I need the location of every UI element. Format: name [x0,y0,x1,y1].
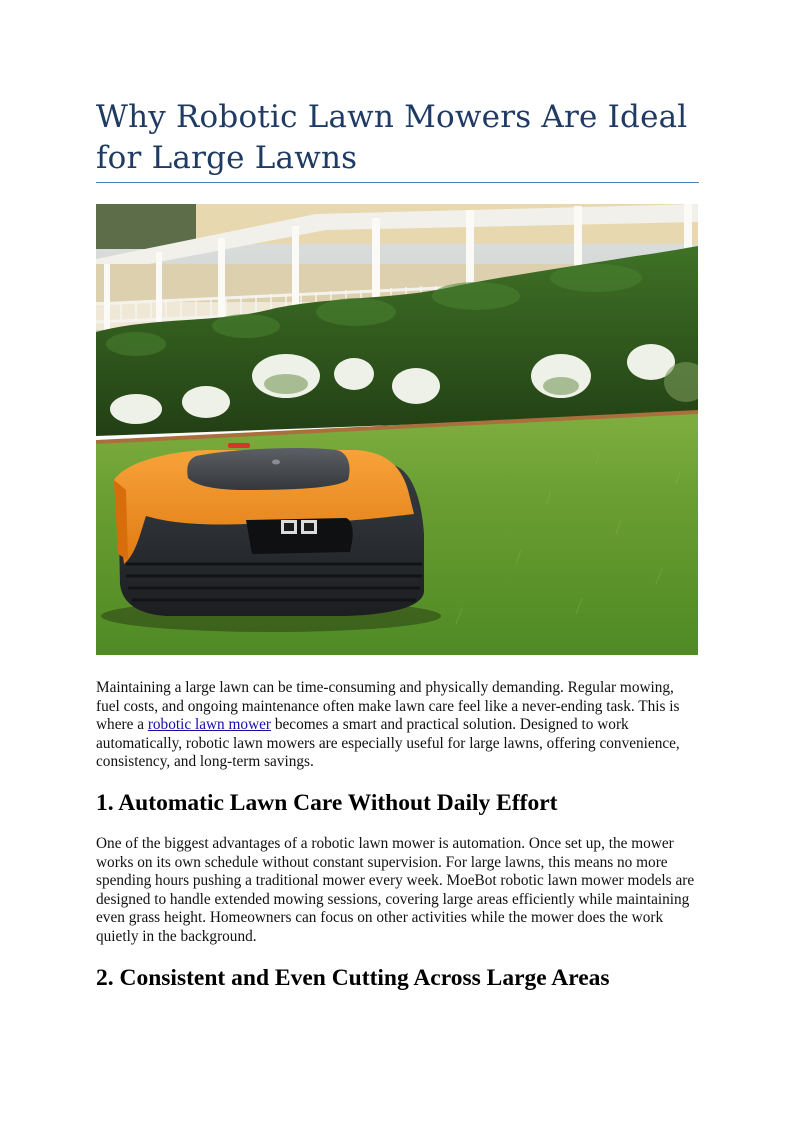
intro-paragraph [96,679,699,772]
section-heading-consistent-cutting: 2. Consistent and Even Cutting Across Large Areas [96,965,610,991]
section-heading-automatic-lawn-care: 1. Automatic Lawn Care Without Daily Effort [96,790,558,816]
intro-text-after-link: becomes a smart and practical solution. Designed to work automatically, robotic lawn mowers are especially useful for large lawns, offering convenience, consistency, and long-term savings. [96,716,680,771]
hero-image-robotic-mower [96,204,698,655]
section-paragraph-automation: One of the biggest advantages of a robotic lawn mower is automation. Once set up, the mower works on its own schedule without constant supervision. For large lawns, this means no more spending hours pushing a traditional mower every week. MoeBot robotic lawn mower models are designed to handle extended mowing sessions, covering large areas efficiently while maintaining even grass height. Homeowners can focus on other activities while the mower does the work quietly in the background. [96,835,695,945]
intro-text-before-link: Maintaining a large lawn can be time-consuming and physically demanding. Regular mowing, fuel costs, and ongoing maintenance often make lawn care feel like a never-ending task. This is where a [96,679,680,734]
title-underline-divider [96,182,699,183]
robotic-lawn-mower-link[interactable]: robotic lawn mower [147,716,272,734]
page-title: Why Robotic Lawn Mowers Are Ideal for Large Lawns [96,99,688,176]
